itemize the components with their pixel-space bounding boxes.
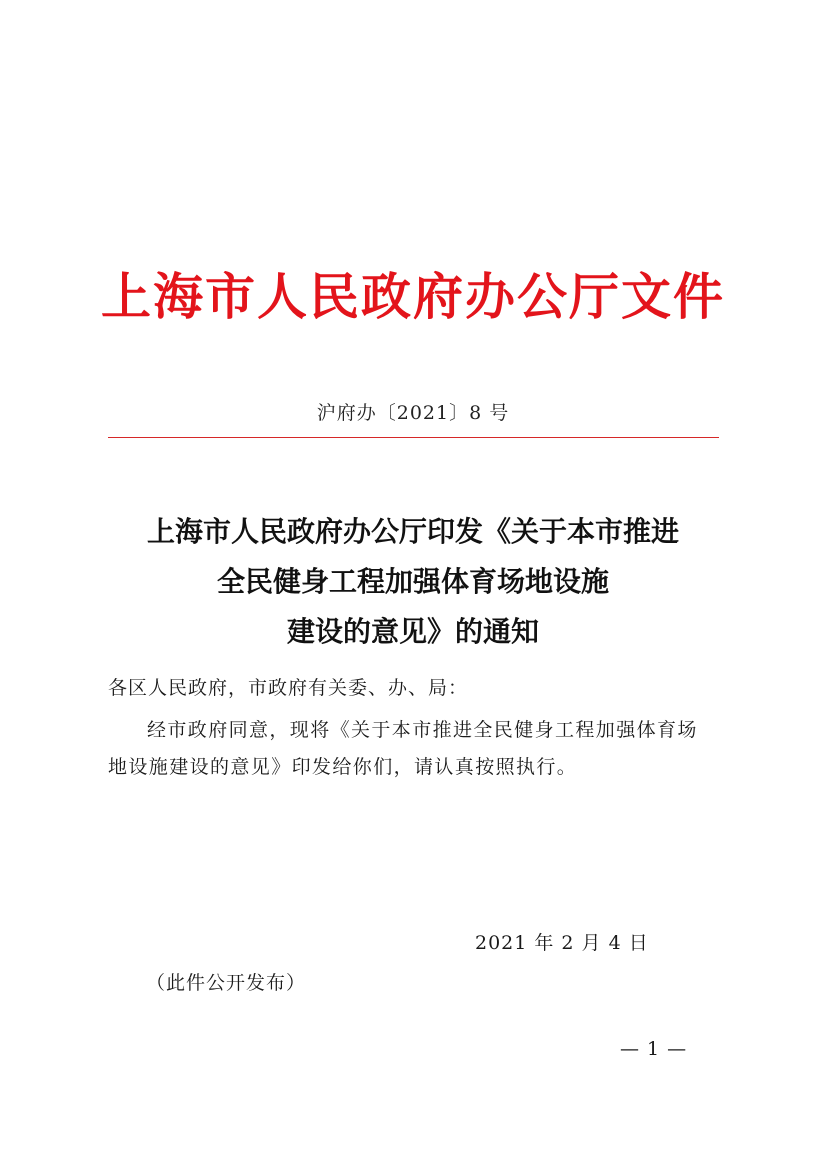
issue-date: 2021 年 2 月 4 日 <box>475 932 649 954</box>
title-line-1: 上海市人民政府办公厅印发《关于本市推进 <box>146 515 679 548</box>
body-line-1: 经市政府同意，现将《关于本市推进全民健身工程加强体育场 <box>147 719 698 741</box>
title-line-3: 建设的意见》的通知 <box>286 615 539 648</box>
red-separator-line <box>108 437 719 438</box>
masthead-title: 上海市人民政府办公厅文件 <box>101 267 725 326</box>
publication-note: （此件公开发布） <box>146 972 307 994</box>
body-paragraph <box>108 712 720 786</box>
salutation: 各区人民政府，市政府有关委、办、局： <box>108 677 469 699</box>
document-number: 沪府办〔2021〕8 号 <box>316 402 510 424</box>
page-number: — 1 — <box>620 1038 688 1060</box>
body-line-2: 地设施建设的意见》印发给你们，请认真按照执行。 <box>108 756 578 778</box>
notice-title <box>0 507 826 657</box>
title-line-2: 全民健身工程加强体育场地设施 <box>216 565 609 598</box>
